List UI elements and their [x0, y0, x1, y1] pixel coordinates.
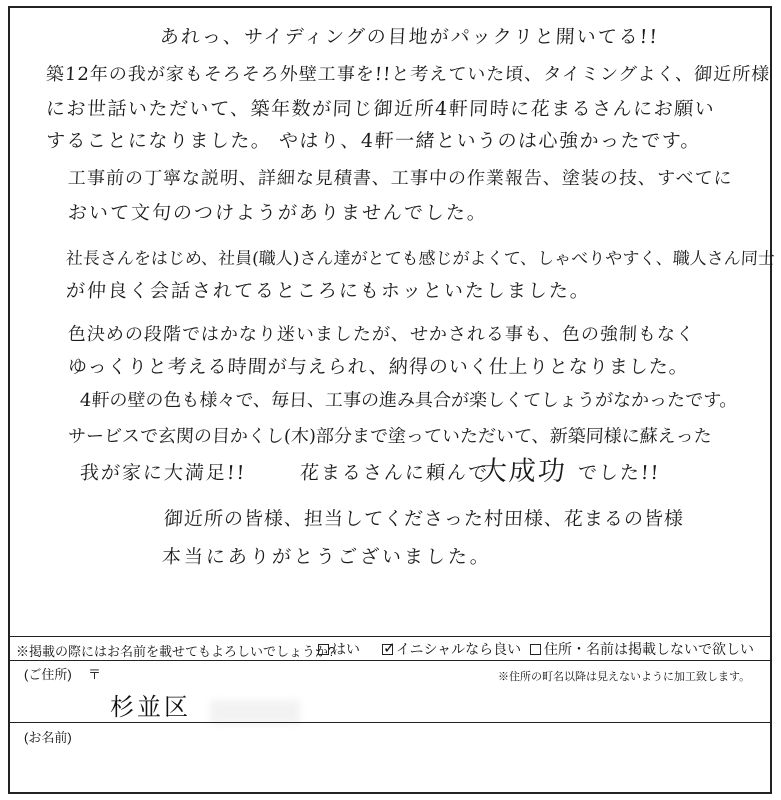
testimonial-sheet	[8, 6, 776, 794]
option-yes[interactable]	[318, 639, 360, 659]
consent-question: ※掲載の際にはお名前を載せてもよろしいでしょうか?	[16, 644, 336, 659]
option-no[interactable]	[530, 639, 754, 659]
consent-row	[10, 638, 770, 660]
letter-line-2: 築12年の我が家もそろそろ外壁工事を!!と考えていた頃、タイミングよく、御近所様	[45, 64, 771, 85]
letter-line-8: が仲良く会話されてるところにもホッといたしました。	[65, 280, 592, 302]
letter-line-15: 本当にありがとうございました。	[161, 546, 493, 568]
checkbox-no[interactable]	[530, 644, 541, 655]
letter-line-13c: 大成功	[479, 456, 568, 487]
letter-line-13a: 我が家に大満足!!	[79, 462, 247, 484]
letter-line-1: あれっ、サイディングの目地がパックリと開いてる!!	[159, 26, 660, 48]
letter-line-5: 工事前の丁寧な説明、詳細な見積書、工事中の作業報告、塗装の技、すべてに	[67, 168, 734, 189]
letter-line-14: 御近所の皆様、担当してくださった村田様、花まるの皆様	[163, 508, 685, 530]
letter-line-9: 色決めの段階ではかなり迷いましたが、せかされる事も、色の強制もなく	[67, 324, 696, 345]
letter-line-7: 社長さんをはじめ、社員(職人)さん達がとても感じがよくて、しゃべりやすく、職人さん同士	[65, 249, 776, 269]
option-initials-label: イニシャルなら良い	[396, 641, 522, 657]
redacted-address	[210, 700, 300, 724]
option-yes-label: はい	[332, 641, 360, 657]
handwritten-letter	[10, 8, 776, 638]
option-no-label: 住所・名前は掲載しないで欲しい	[544, 641, 754, 657]
option-initials[interactable]	[382, 639, 521, 659]
letter-line-13b: 花まるさんに頼んで	[299, 462, 490, 484]
letter-line-3: にお世話いただいて、築年数が同じ御近所4軒同時に花まるさんにお願い	[45, 98, 716, 120]
consent-divider-bottom	[10, 660, 770, 661]
letter-line-10: ゆっくりと考える時間が与えられ、納得のいく仕上りとなりました。	[67, 356, 690, 378]
checkbox-yes[interactable]	[318, 644, 329, 655]
address-divider	[10, 722, 770, 723]
address-value: 杉並区	[110, 693, 191, 721]
letter-line-11: 4軒の壁の色も様々で、毎日、工事の進み具合が楽しくてしょうがなかったです。	[79, 390, 739, 411]
address-note: ※住所の町名以降は見えないように加工致します。	[498, 671, 751, 683]
name-label: (お名前)	[24, 730, 72, 745]
postal-mark: 〒	[88, 667, 102, 682]
letter-line-4: することになりました。 やはり、4軒一緒というのは心強かったです。	[45, 130, 702, 152]
checkbox-initials[interactable]	[382, 644, 393, 655]
consent-divider-top	[10, 636, 770, 637]
letter-line-12: サービスで玄関の目かくし(木)部分まで塗っていただいて、新築同様に蘇えった	[67, 426, 713, 447]
address-label: (ご住所)	[24, 667, 72, 682]
letter-line-6: おいて文句のつけようがありませんでした。	[67, 202, 489, 224]
letter-line-13d: でした!!	[577, 462, 661, 484]
